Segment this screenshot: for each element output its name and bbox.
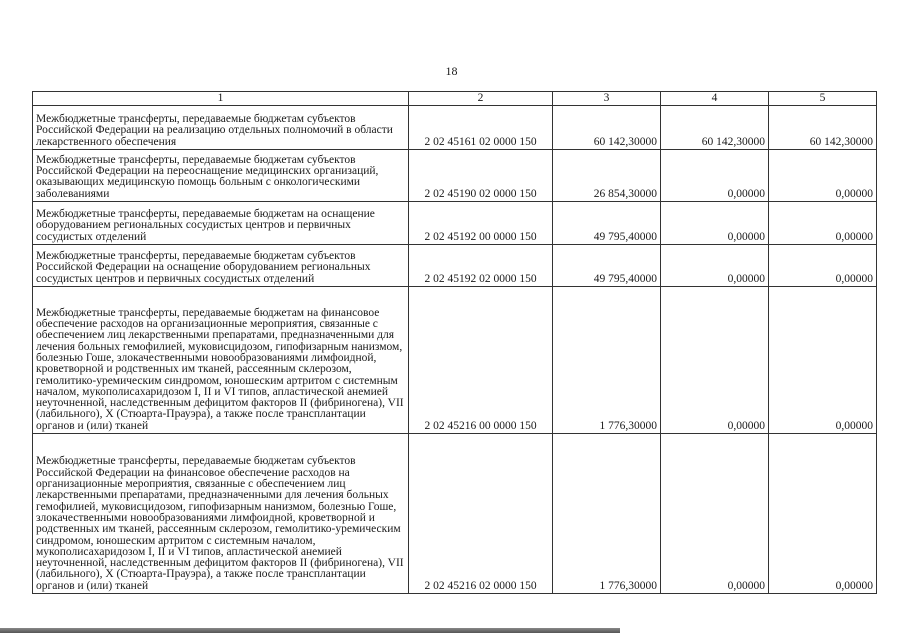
row-value-col4: 0,00000 <box>661 287 769 434</box>
column-header-1: 1 <box>33 92 409 106</box>
row-description: Межбюджетные трансферты, передаваемые бюджетам субъектов Российской Федерации на оснащение оборудованием региональных сосудистых центров и первичных сосудистых отделений <box>33 245 409 287</box>
row-description: Межбюджетные трансферты, передаваемые бюджетам на оснащение оборудованием региональных сосудистых центров и первичных сосудистых отделений <box>33 202 409 245</box>
row-value-col5: 0,00000 <box>769 150 877 202</box>
row-value-col5: 0,00000 <box>769 287 877 434</box>
row-value-col3: 26 854,30000 <box>553 150 661 202</box>
row-value-col4: 0,00000 <box>661 150 769 202</box>
table-row <box>33 202 877 245</box>
row-value-col3: 49 795,40000 <box>553 202 661 245</box>
table-row <box>33 106 877 150</box>
table-header-row <box>33 92 877 106</box>
row-value-col3: 1 776,30000 <box>553 434 661 594</box>
scan-bottom-edge <box>0 628 620 633</box>
column-header-4: 4 <box>661 92 769 106</box>
row-budget-code: 2 02 45161 02 0000 150 <box>409 106 553 150</box>
row-value-col5: 0,00000 <box>769 434 877 594</box>
row-description: Межбюджетные трансферты, передаваемые бюджетам субъектов Российской Федерации на финансовое обеспечение расходов на организационные мероприятия, связанные с обеспечением лиц лекарственными препаратами, предназначенными для лечения больных гемофилией, муковисцидозом, гипофизарным нанизмом, болезнью Гоше, злокачественными новообразованиями лимфоидной, кроветворной и родственных им тканей, рассеянным склерозом, гемолитико-уремическим синдромом, юношеским артритом с системным началом, мукополисахаридозом I, II и VI типов, апластической анемией неуточненной, наследственным дефицитом факторов II (фибриногена), VII (лабильного), X (Стюарта-Прауэра), а также после трансплантации органов и (или) тканей <box>33 434 409 594</box>
budget-table <box>32 91 877 594</box>
row-value-col3: 1 776,30000 <box>553 287 661 434</box>
row-description: Межбюджетные трансферты, передаваемые бюджетам субъектов Российской Федерации на реализацию отдельных полномочий в области лекарственного обеспечения <box>33 106 409 150</box>
row-value-col5: 0,00000 <box>769 245 877 287</box>
table-row <box>33 150 877 202</box>
row-value-col5: 0,00000 <box>769 202 877 245</box>
table-row <box>33 245 877 287</box>
row-budget-code: 2 02 45192 02 0000 150 <box>409 245 553 287</box>
row-value-col4: 0,00000 <box>661 434 769 594</box>
row-value-col3: 60 142,30000 <box>553 106 661 150</box>
table-row <box>33 434 877 594</box>
row-value-col4: 0,00000 <box>661 245 769 287</box>
row-description: Межбюджетные трансферты, передаваемые бюджетам субъектов Российской Федерации на переоснащение медицинских организаций, оказывающих медицинскую помощь больным с онкологическими заболеваниями <box>33 150 409 202</box>
row-value-col4: 60 142,30000 <box>661 106 769 150</box>
row-budget-code: 2 02 45190 02 0000 150 <box>409 150 553 202</box>
row-value-col5: 60 142,30000 <box>769 106 877 150</box>
row-budget-code: 2 02 45192 00 0000 150 <box>409 202 553 245</box>
row-budget-code: 2 02 45216 00 0000 150 <box>409 287 553 434</box>
column-header-5: 5 <box>769 92 877 106</box>
page-number: 18 <box>445 64 458 78</box>
row-description: Межбюджетные трансферты, передаваемые бюджетам на финансовое обеспечение расходов на организационные мероприятия, связанные с обеспечением лиц лекарственными препаратами, предназначенными для лечения больных гемофилией, муковисцидозом, гипофизарным нанизмом, болезнью Гоше, злокачественными новообразованиями лимфоидной, кроветворной и родственных им тканей, рассеянным склерозом, гемолитико-уремическим синдромом, юношеским артритом с системным началом, мукополисахаридозом I, II и VI типов, апластической анемией неуточненной, наследственным дефицитом факторов II (фибриногена), VII (лабильного), X (Стюарта-Прауэра), а также после трансплантации органов и (или) тканей <box>33 287 409 434</box>
column-header-2: 2 <box>409 92 553 106</box>
column-header-3: 3 <box>553 92 661 106</box>
row-value-col4: 0,00000 <box>661 202 769 245</box>
row-value-col3: 49 795,40000 <box>553 245 661 287</box>
row-budget-code: 2 02 45216 02 0000 150 <box>409 434 553 594</box>
table-row <box>33 287 877 434</box>
